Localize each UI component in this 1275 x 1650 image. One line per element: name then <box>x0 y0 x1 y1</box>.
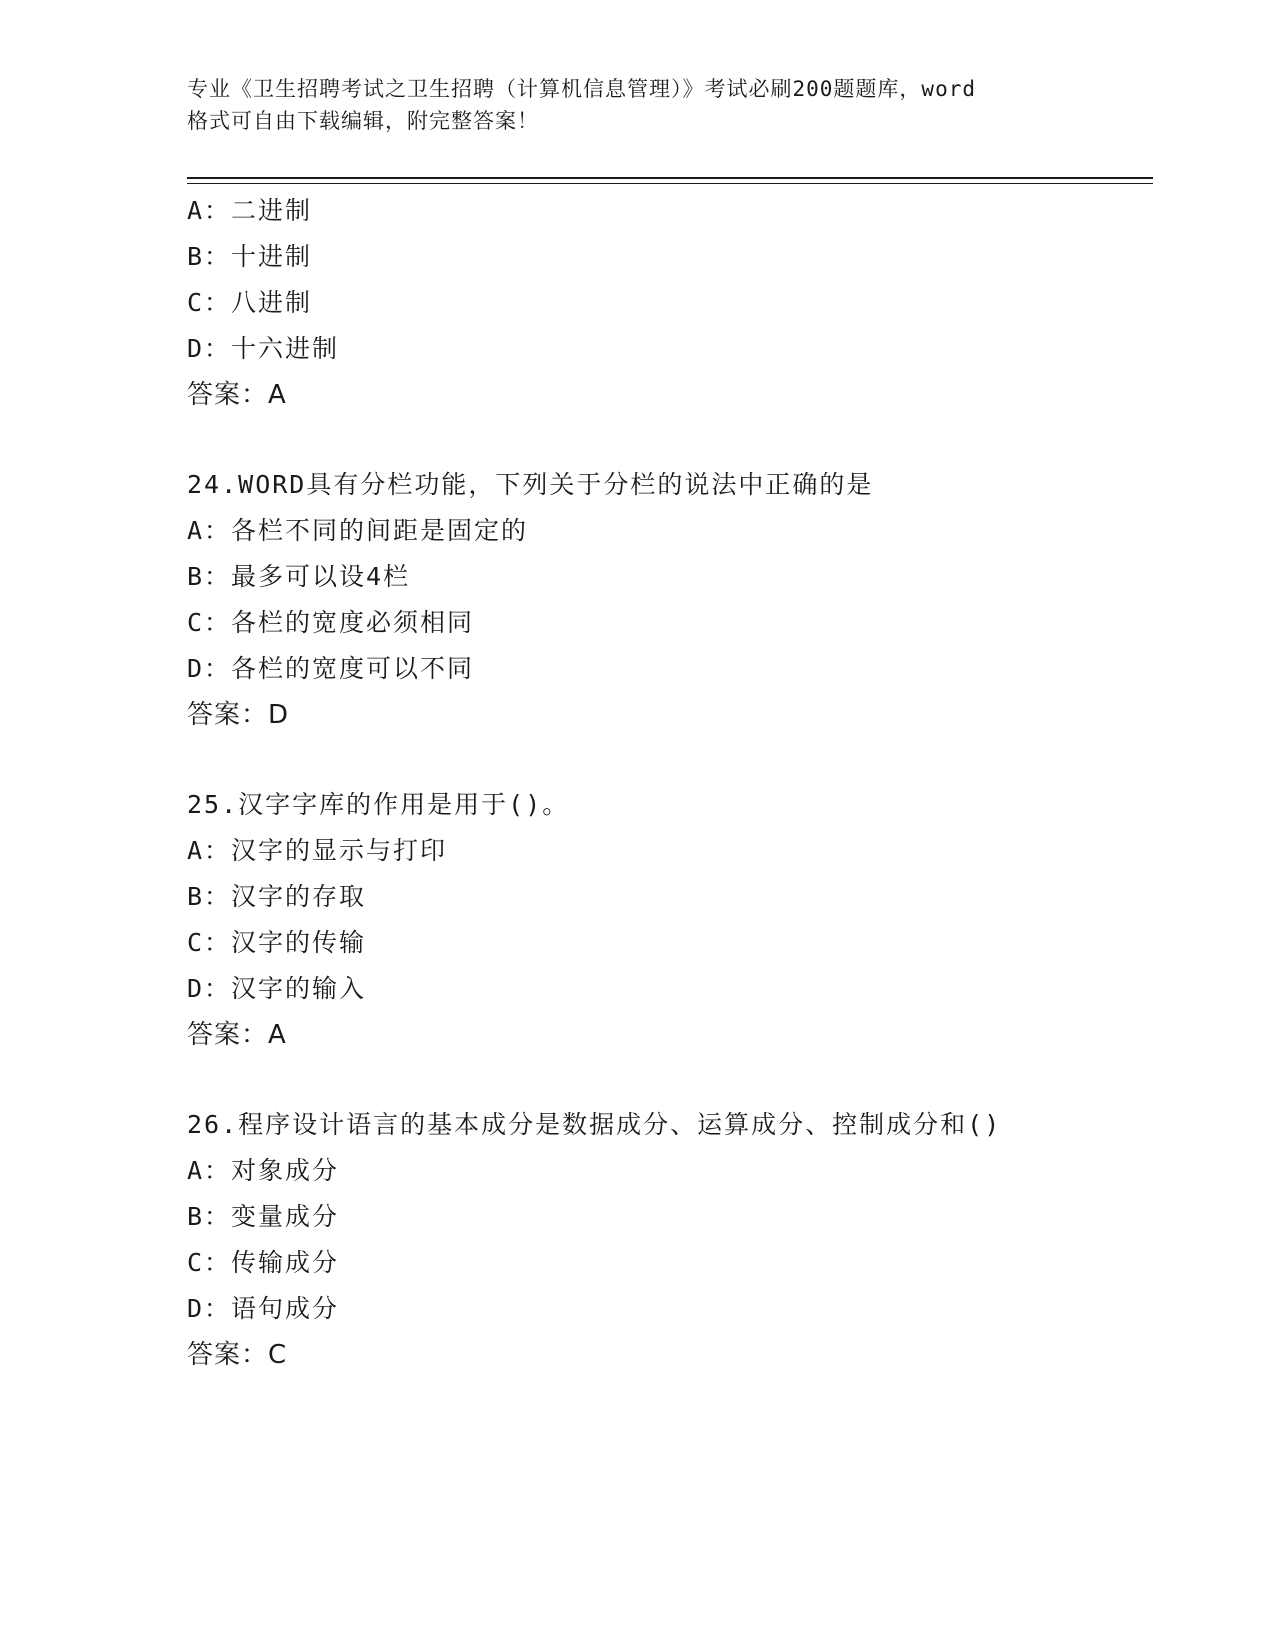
question-stem: 26.程序设计语言的基本成分是数据成分、运算成分、控制成分和() <box>187 1110 1002 1139</box>
option-c: C：各栏的宽度必须相同 <box>187 608 475 637</box>
question-stem: 25.汉字字库的作用是用于()。 <box>187 790 570 819</box>
answer-line: 答案：C <box>187 1340 288 1370</box>
question-list <box>187 188 1147 1378</box>
option-a: A：汉字的显示与打印 <box>187 836 448 865</box>
option-a: A：对象成分 <box>187 1156 340 1185</box>
spacer <box>187 418 1147 462</box>
answer-line: 答案：A <box>187 1020 287 1050</box>
question-23-continued <box>187 188 1147 418</box>
question-26 <box>187 1102 1147 1378</box>
header-divider-thin <box>187 183 1153 184</box>
option-b: B：最多可以设4栏 <box>187 562 411 591</box>
option-a: A：各栏不同的间距是固定的 <box>187 516 529 545</box>
question-25 <box>187 782 1147 1058</box>
option-b: B：变量成分 <box>187 1202 340 1231</box>
option-b: B：十进制 <box>187 242 313 271</box>
document-header <box>187 73 1107 137</box>
option-d: D：汉字的输入 <box>187 974 367 1003</box>
option-d: D：语句成分 <box>187 1294 340 1323</box>
header-divider-thick <box>187 177 1153 179</box>
option-c: C：汉字的传输 <box>187 928 367 957</box>
option-d: D：各栏的宽度可以不同 <box>187 654 475 683</box>
question-24 <box>187 462 1147 738</box>
option-c: C：八进制 <box>187 288 313 317</box>
header-title-line-2: 格式可自由下载编辑，附完整答案！ <box>187 109 539 133</box>
option-b: B：汉字的存取 <box>187 882 367 911</box>
option-d: D：十六进制 <box>187 334 340 363</box>
question-stem: 24.WORD具有分栏功能，下列关于分栏的说法中正确的是 <box>187 470 874 499</box>
header-title-line-1: 专业《卫生招聘考试之卫生招聘（计算机信息管理）》考试必刷200题题库，word <box>187 77 976 101</box>
answer-line: 答案：D <box>187 700 290 730</box>
option-a: A：二进制 <box>187 196 313 225</box>
option-c: C：传输成分 <box>187 1248 340 1277</box>
spacer <box>187 738 1147 782</box>
answer-line: 答案：A <box>187 380 287 410</box>
spacer <box>187 1058 1147 1102</box>
